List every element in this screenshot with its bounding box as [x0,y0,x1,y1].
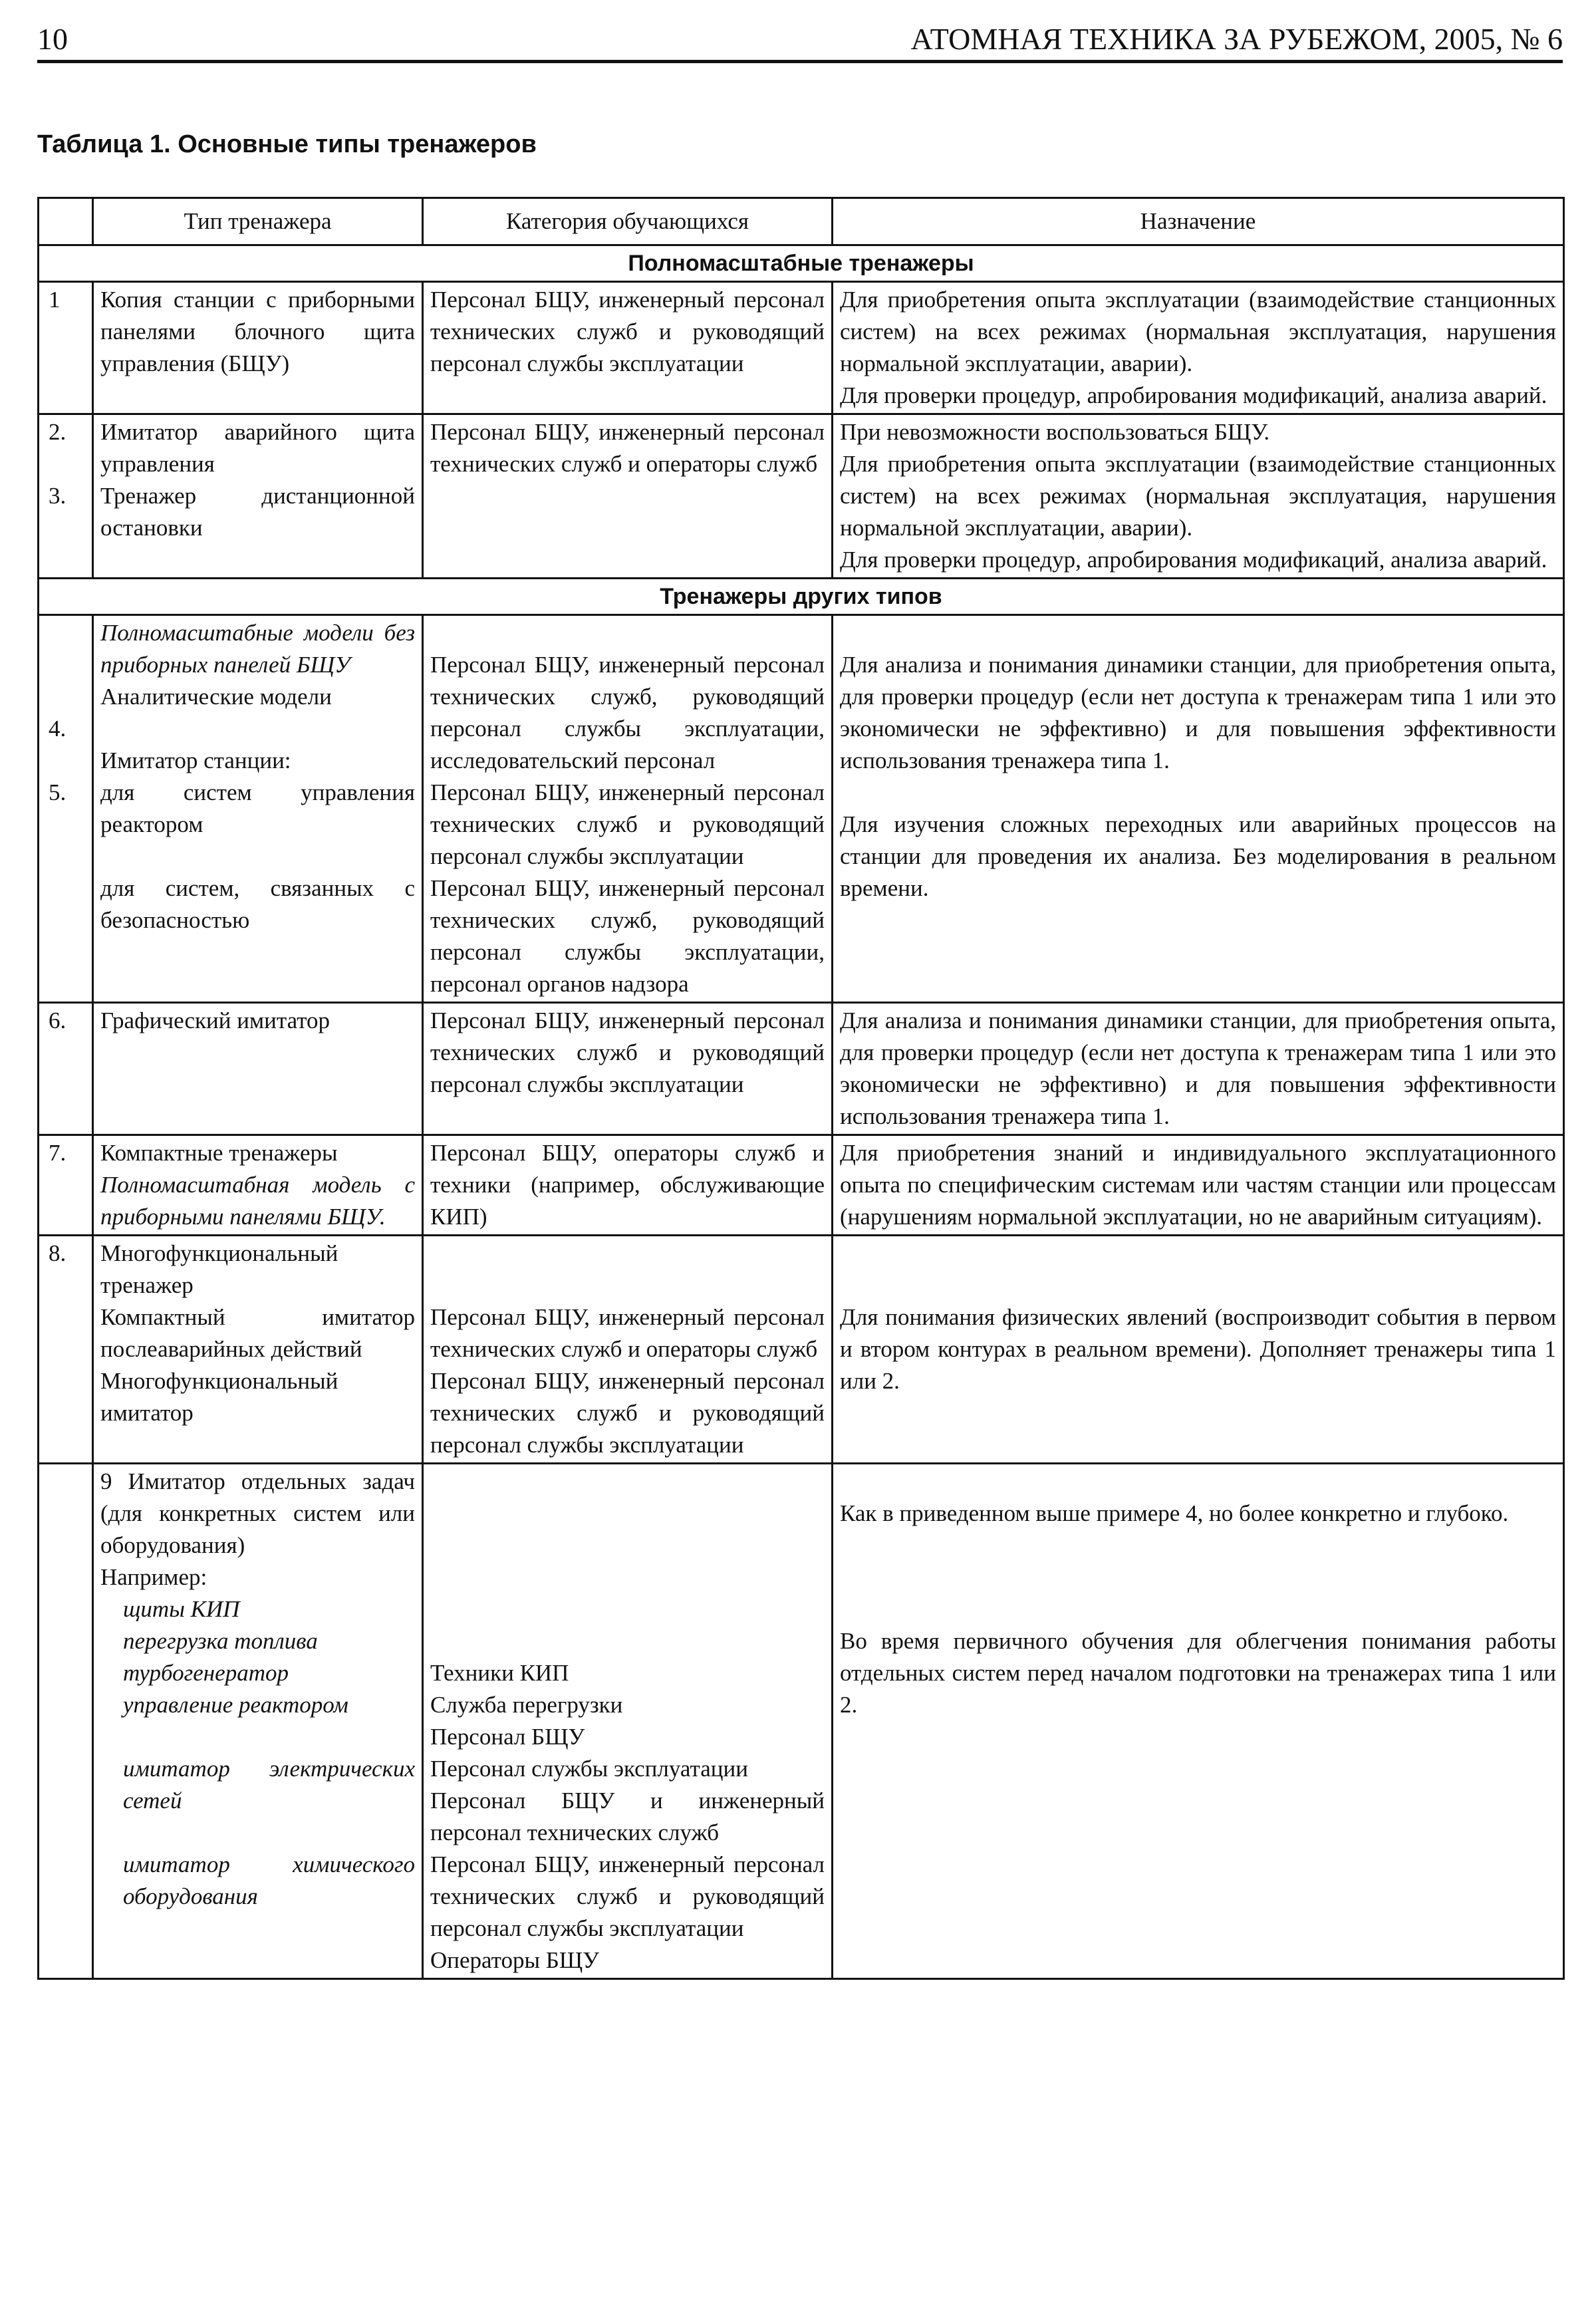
table-caption: Таблица 1. Основные типы тренажеров [37,130,537,158]
row-number [39,615,93,1003]
trainee-category [423,615,833,1003]
example-item: имитатор химического оборудования [123,1851,415,1909]
section-row [39,579,1564,615]
category-text: Персонал БЩУ, инженерный персонал технических служб и руководящий персонал службы эксплуатации [430,1368,825,1458]
trainee-category: Персонал БЩУ, инженерный персонал технических служб и руководящий персонал службы эксплуатации [423,282,833,414]
purpose-text: Для проверки процедур, апробирования модификаций, анализа аварий. [840,547,1547,573]
trainer-type-italic: Полномасштабная модель с приборными панелями БЩУ. [100,1172,415,1230]
trainer-type-5b: для систем, связанных с безопасностью [100,875,415,933]
trainer-type-4: Аналитические модели [100,684,332,710]
trainee-category [423,1464,833,1979]
section-title-other: Тренажеры других типов [39,579,1564,615]
trainer-type [93,615,423,1003]
category-text: Персонал БЩУ, инженерный персонал технических служб и руководящий персонал службы эксплуатации [430,1851,825,1941]
table-row [39,1464,1564,1979]
row-number [39,414,93,579]
purpose-text: Для анализа и понимания динамики станции, для приобретения опыта, для проверки процедур (если нет доступа к тренажерам типа 1 или это экономически не эффективно) и для повышения эффективности использования тренажера типа 1. [840,652,1556,773]
table-row [39,615,1564,1003]
category-text: Персонал БЩУ, инженерный персонал технических служб и операторы служб [430,1304,825,1362]
header-cell-type: Тип тренажера [93,198,423,245]
category-text: Персонал службы эксплуатации [430,1756,748,1782]
example-item: управление реактором [123,1692,348,1718]
row-number: 8. [39,1236,93,1464]
category-text: Персонал БЩУ, инженерный персонал технических служб, руководящий персонал службы эксплуатации, персонал органов надзора [430,875,825,997]
header-cell-purpose: Назначение [833,198,1564,245]
row-number-3: 3. [49,483,66,509]
page-header [37,17,1563,63]
trainer-type-italic: Полномасштабные модели без приборных панелей БЩУ [100,620,415,678]
header-cell-number [39,198,93,245]
table-row [39,1135,1564,1236]
trainer-type-5: Имитатор станции: [100,747,291,773]
trainer-type [93,1464,423,1979]
example-item: перегрузка топлива [123,1628,318,1654]
category-text: Персонал БЩУ, инженерный персонал технических служб и руководящий персонал службы эксплуатации [430,779,825,869]
section-title-full: Полномасштабные тренажеры [39,245,1564,282]
table-row [39,1003,1564,1135]
trainee-category: Персонал БЩУ, инженерный персонал технических служб и руководящий персонал службы эксплуатации [423,1003,833,1135]
purpose-cell [833,615,1564,1003]
trainer-type-line: Многофункциональный имитатор [100,1368,338,1426]
category-text: Персонал БЩУ [430,1724,585,1750]
section-row [39,245,1564,282]
example-item: турбогенератор [123,1660,289,1686]
trainee-category: Персонал БЩУ, операторы служб и техники (например, обслуживающие КИП) [423,1135,833,1236]
purpose-text: Для изучения сложных переходных или аварийных процессов на станции для проведения их анализа. Без моделирования в реальном времени. [840,811,1556,901]
journal-title: АТОМНАЯ ТЕХНИКА ЗА РУБЕЖОМ, 2005, № 6 [910,22,1563,56]
row-number-5: 5. [49,779,66,805]
purpose-text: Для понимания физических явлений (воспроизводит события в первом и втором контурах в реальном времени). Дополняет тренажеры типа 1 или 2. [840,1304,1556,1394]
purpose-cell: Для анализа и понимания динамики станции, для приобретения опыта, для проверки процедур (если нет доступа к тренажерам типа 1 или это экономически не эффективно) и для повышения эффективности использования тренажера типа 1. [833,1003,1564,1135]
category-text: Техники КИП [430,1660,569,1686]
row-number-2: 2. [49,419,66,445]
category-text: Операторы БЩУ [430,1947,599,1973]
row-number: 7. [39,1135,93,1236]
row-number [39,1464,93,1979]
example-item: щиты КИП [123,1596,240,1622]
purpose-text: При невозможности воспользоваться БЩУ. [840,419,1270,445]
category-text: Персонал БЩУ, инженерный персонал технических служб, руководящий персонал службы эксплуатации, исследовательский персонал [430,652,825,773]
trainer-type-main: Компактные тренажеры [100,1140,338,1166]
trainee-category [423,1236,833,1464]
trainer-type: Графический имитатор [93,1003,423,1135]
purpose-text: Для приобретения опыта эксплуатации (взаимодействие станционных систем) на всех режимах (нормальная эксплуатация, нарушения нормальной эксплуатации, аварии). [840,451,1556,541]
purpose-text: Во время первичного обучения для облегчения понимания работы отдельных систем перед началом подготовки на тренажерах типа 1 или 2. [840,1628,1556,1718]
trainer-type: Копия станции с приборными панелями блочного щита управления (БЩУ) [93,282,423,414]
trainer-type [93,1236,423,1464]
trainers-table [37,197,1565,1980]
table-row [39,282,1564,414]
purpose-text: Для проверки процедур, апробирования модификаций, анализа аварий. [840,382,1547,408]
trainer-type-5a: для систем управления реактором [100,779,415,837]
trainer-type-line: 9 Имитатор отдельных задач (для конкретных систем или оборудования) [100,1468,415,1558]
trainer-type-line: Например: [100,1564,207,1590]
category-text: Служба перегрузки [430,1692,623,1718]
page-number: 10 [37,22,68,56]
category-text: Персонал БЩУ и инженерный персонал технических служб [430,1788,825,1845]
example-item: имитатор электрических сетей [123,1756,415,1814]
header-cell-category: Категория обучающихся [423,198,833,245]
header-row [39,198,1564,245]
row-number: 1 [39,282,93,414]
trainee-category: Персонал БЩУ, инженерный персонал технических служб и операторы служб [423,414,833,579]
trainer-type [93,414,423,579]
purpose-text: Для приобретения опыта эксплуатации (взаимодействие станционных систем) на всех режимах (нормальная эксплуатация, нарушения нормальной эксплуатации, аварии). [840,287,1556,376]
purpose-cell [833,1464,1564,1979]
row-number-4: 4. [49,716,66,742]
purpose-cell: Для приобретения знаний и индивидуального эксплуатационного опыта по специфическим системам или частям станции или процессам (нарушениям нормальной эксплуатации, но не аварийным ситуациям). [833,1135,1564,1236]
table-row [39,1236,1564,1464]
trainer-type-line: Многофункциональный тренажер [100,1240,338,1298]
trainer-type-2: Имитатор аварийного щита управления [100,419,415,477]
trainer-type-3: Тренажер дистанционной остановки [100,483,415,541]
row-number: 6. [39,1003,93,1135]
purpose-cell [833,282,1564,414]
table-row [39,414,1564,579]
purpose-text: Как в приведенном выше примере 4, но более конкретно и глубоко. [840,1500,1509,1526]
purpose-cell [833,1236,1564,1464]
purpose-cell [833,414,1564,579]
trainer-type-line: Компактный имитатор послеаварийных действий [100,1304,415,1362]
trainer-type [93,1135,423,1236]
